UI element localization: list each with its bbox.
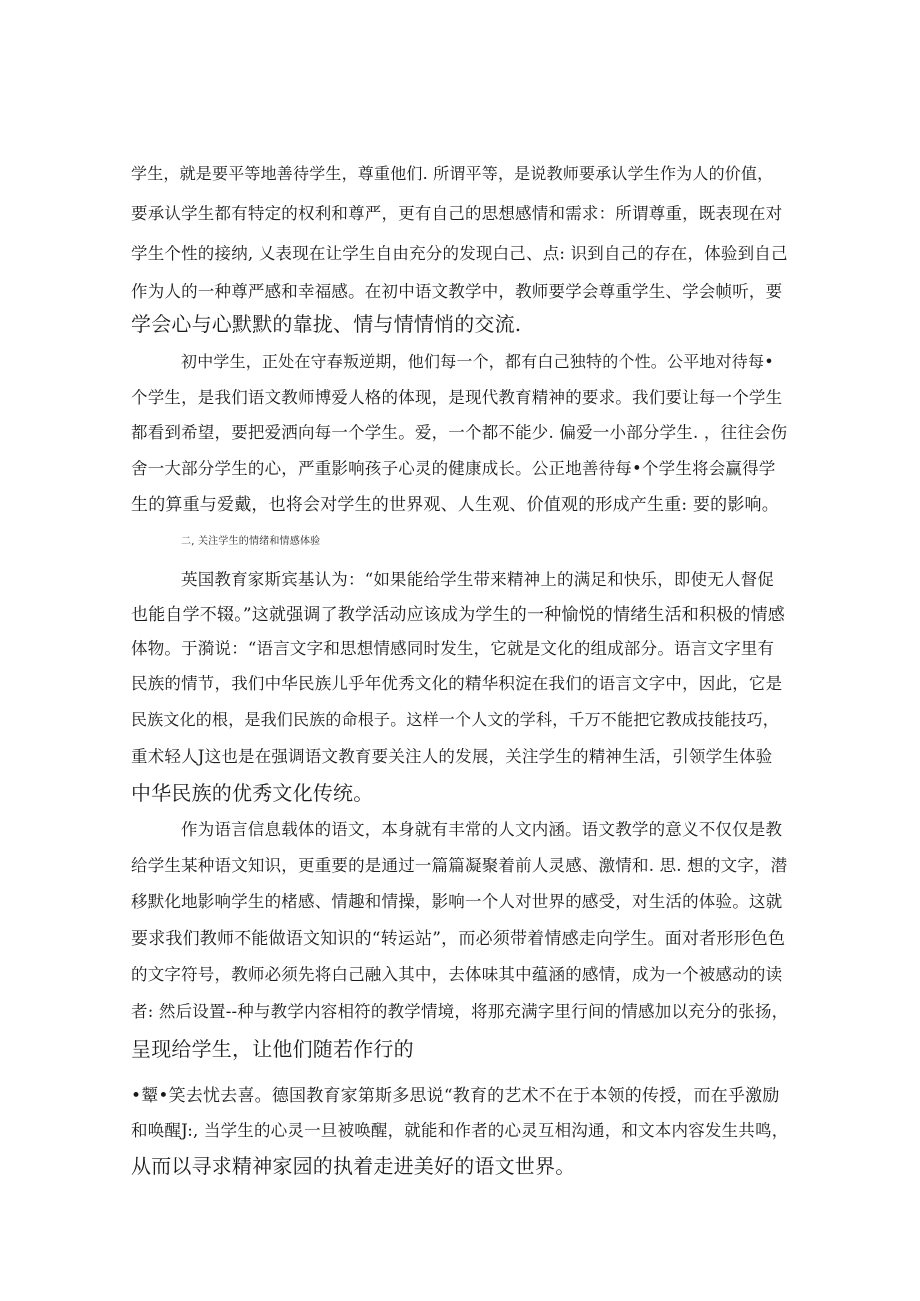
text-line: 从而以寻求精神家园的执着走进美好的语文世界。 [131,1154,576,1178]
text-line: 学会心与心默默的靠拢、情与情情悄的交流. [131,312,522,336]
text-line: 都看到希望，要把爱洒向每一个学生。爱，一个都不能少. 偏爱一小部分学生. ，往往会伤 [131,423,788,442]
text-line: 个学生，是我们语文教师博爱人格的体现，是现代教育精神的要求。我们要让每一个学生 [131,388,783,407]
text-line: 生的算重与爱戴，也将会对学生的世界观、人生观、价值观的形成产生重: 要的影响。 [131,495,779,515]
text-line: 作为语言信息载体的语文，本身就有丰常的人文内涵。语文教学的意义不仅仅是教 [181,820,783,839]
text-line: 舍一大部分学生的心，严重影响孩子心灵的健康成长。公正地善待每•个学生将会赢得学 [131,459,776,478]
text-line: 给学生某种语文知识，更重要的是通过一篇篇凝聚着前人灵感、激情和. 思. 想的文字，潜 [131,856,788,875]
text-line: 初中学生，正处在守春叛逆期，他们每一个，都有白己独特的个性。公平地对待每• [181,352,774,371]
text-line: 学生个性的接纳, 乂表现在让学生自由充分的发现白己、点: 识到自己的存在，体验到自己 [131,244,788,263]
text-line: 体物。于漪说：“语言文字和思想情感同时发生，它就是文化的组成部分。语言文字里有 [131,639,775,658]
text-line: 要求我们教师不能做语文知识的“转运站”，而必须带着情感走向学生。面对者形形色色 [131,929,786,949]
text-line: 民族文化的根，是我们民族的命根子。这样一个人文的学科，千万不能把它教成技能技巧， [131,710,780,729]
text-line: 的文字符号，教师必须先将白己融入其中，去体味其中蕴涵的感情，成为一个被感动的读 [131,965,783,984]
text-line: 学生，就是要平等地善待学生，尊重他们. 所谓平等，是说教师要承认学生作为人的价值， [131,164,774,183]
text-line: 重术轻人J这也是在强调语文教育要关注人的发展，关注学生的精神生活，引领学生体验 [131,747,773,766]
text-line: 也能自学不辍。”这就强调了教学活动应该成为学生的一种愉悦的情绪生活和积极的情感 [131,605,785,625]
text-line: 中华民族的优秀文化传统。 [131,781,374,805]
text-line: 移默化地影响学生的楮感、情趣和情操，影响一个人对世界的感受，对生活的体验。这就 [131,892,783,911]
text-line: 呈现给学生，让他们随若作行的 [131,1037,414,1061]
text-line: 英国教育家斯宾基认为：“如果能给学生带来精神上的满足和快乐，即使无人督促 [181,570,775,589]
text-line: 作为人的一种尊严感和幸福感。在初中语文教学中，教师要学会尊重学生、学会帧听，要 [131,282,783,301]
text-line: 要承认学生都有特定的权利和尊严，更有自己的思想感情和需求：所谓尊重，既表现在对 [131,204,783,223]
text-line: •颦•笑去忧去喜。德国教育家第斯多思说“教育的艺术不在于本领的传授，而在乎激励 [131,1086,780,1106]
text-line: 和唤醒J:, 当学生的心灵一旦被唤醒，就能和作者的心灵互相沟通，和文本内容发生共鸣， [131,1121,789,1140]
text-line: 民族的情节，我们中华民族儿乎年优秀文化的精华积淀在我们的语言文字中，因此，它是 [131,674,783,693]
text-line: 者: 然后设置--种与教学内容相符的教学情境，将那充满字里行间的情感加以充分的张扬， [131,1002,789,1021]
section-heading: 二, 关注学生的情绪和情感体验 [181,536,321,547]
